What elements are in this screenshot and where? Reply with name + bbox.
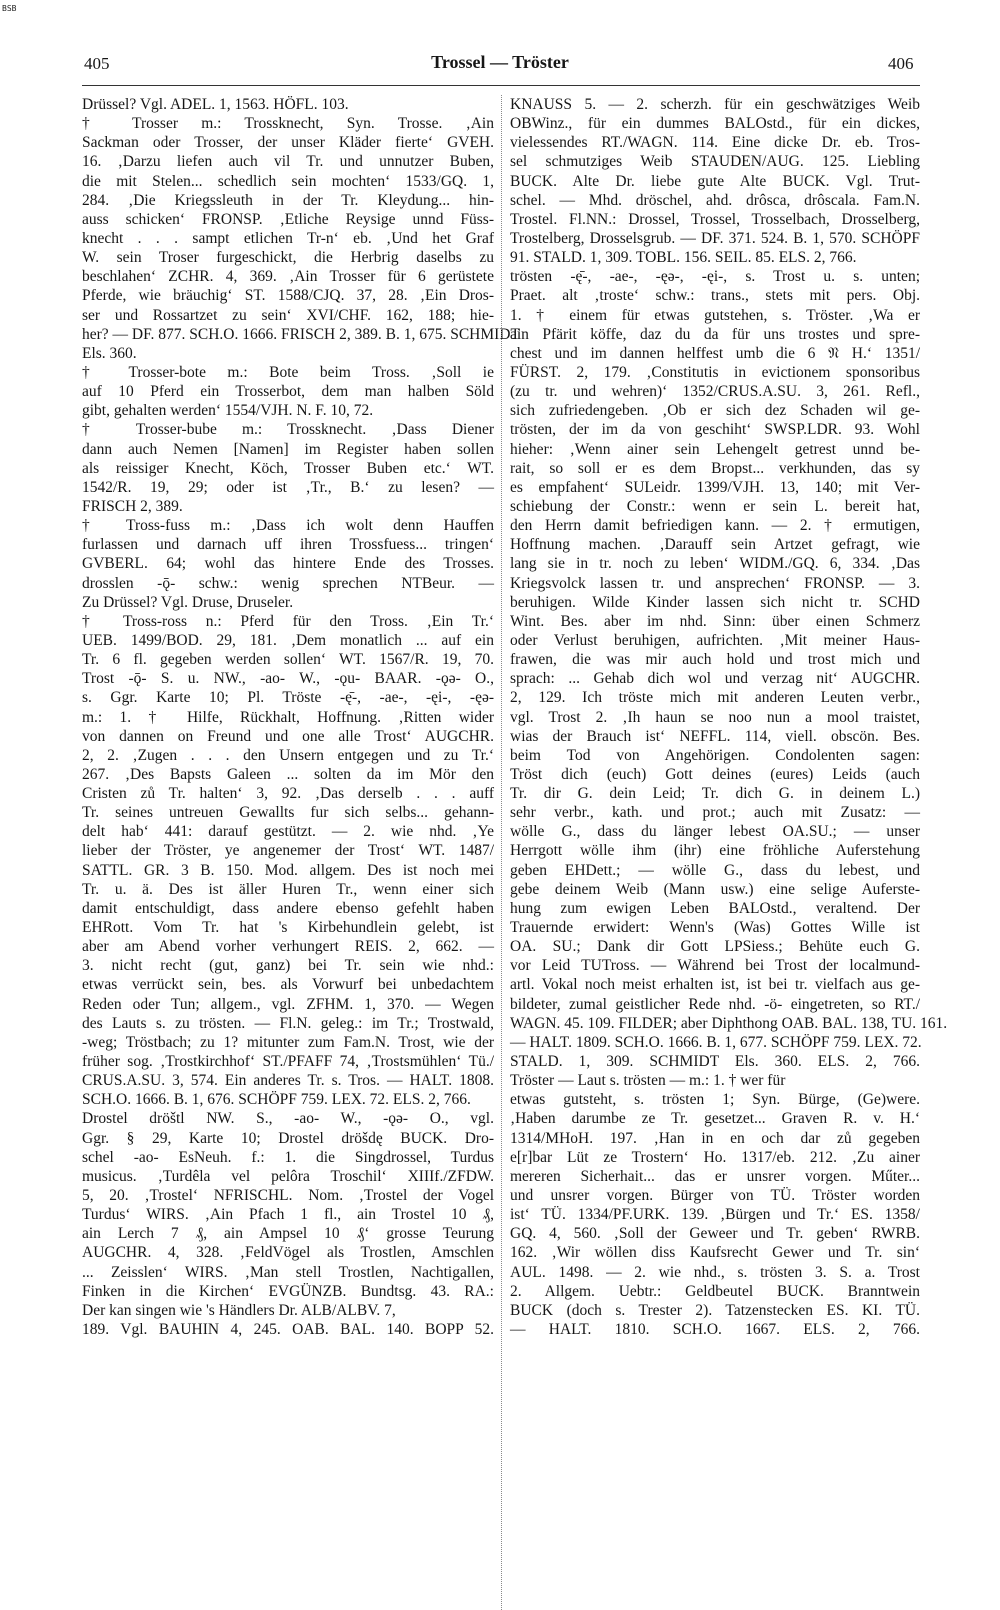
- page-number-left: 405: [84, 54, 110, 73]
- text-line: sich zufriedengeben. ‚Ob er sich dez Schaden wil ge-: [510, 402, 920, 420]
- text-line: ain Pfärit köffe, daz du da für uns trostes und spre-: [510, 325, 920, 343]
- text-line: GVBERL. 64; wohl das hintere Ende des Trosses.: [82, 555, 494, 573]
- text-line: Tröster — Laut s. trösten — m.: 1. † wer für: [510, 1072, 786, 1090]
- text-line: SCH.O. 1666. B. 1, 676. SCHÖPF 759. LEX. 72. ELS. 2, 766.: [82, 1091, 471, 1109]
- text-line: 5, 20. ‚Trostel‘ NFRISCHL. Nom. ‚Trostel der Vogel: [82, 1187, 494, 1205]
- text-line: FÜRST. 2, 179. ‚Constitutis in evictionem sponsoribus: [510, 363, 920, 381]
- library-mark: BSB: [2, 4, 17, 13]
- text-line: Tr. seines untreuen Gewallts fur sich selbs... gehann-: [82, 804, 494, 822]
- text-line: AUGCHR. 4, 328. ‚FeldVögel als Trostlen, Amschlen: [82, 1244, 494, 1262]
- text-line: die mit Stelen... schedlich sein mochten‘ 1533/GQ. 1,: [82, 172, 494, 190]
- text-line: schiebung der Constr.: wenn er sein L. bereit hat,: [510, 497, 920, 515]
- text-line: ‚Haben darumbe ze Tr. gesetzet... Graven R. v. H.‘: [510, 1110, 920, 1128]
- text-line: knecht . . . sampt etlichen Tr-n‘ eb. ‚Und het Graf: [82, 229, 494, 247]
- text-line: drosslen -ǭ- schw.: wenig sprechen NTBeur. —: [82, 574, 494, 592]
- text-line: mereren Sicherhait... das er unsrer vorgen. Műter...: [510, 1167, 920, 1185]
- text-line: KNAUSS 5. — 2. scherzh. für ein geschwätziges Weib: [510, 96, 920, 113]
- column-divider: [501, 95, 502, 1610]
- text-line: OBWinz., für ein dummes BALOstd., für ein dickes,: [510, 115, 920, 133]
- text-line: SATTL. GR. 3 B. 150. Mod. allgem. Des ist noch mei: [82, 861, 494, 879]
- text-line: wias der Brauch ist‘ NEFFL. 114, viell. obscön. Bes.: [510, 727, 920, 745]
- header-rule: [82, 85, 920, 86]
- text-line: hieher: ‚Wenn ainer sein Lehengelt getrest unnd be-: [510, 440, 920, 458]
- text-line: früher sog. ‚Trostkirchhof‘ ST./PFAFF 74, ‚Trostsmühlen‘ Tü./: [82, 1053, 494, 1071]
- text-line: ain Lerch 7 ₰, ain Ampsel 10 ₰‘ grosse Teurung: [82, 1225, 494, 1243]
- text-line: trösten, der im da von geschiht‘ SWSP.LDR. 93. Wohl: [510, 421, 920, 439]
- running-head: Trossel — Tröster: [431, 52, 569, 72]
- text-line: Zu Drüssel? Vgl. Druse, Druseler.: [82, 593, 294, 611]
- text-line: sel schmutziges Weib STAUDEN/AUG. 125. Liebling: [510, 153, 920, 171]
- text-line: musicus. ‚Turdêla vel pelôra Troschil‘ XIIIf./ZFDW.: [82, 1167, 494, 1185]
- text-line: OA. SU.; Dank dir Gott LPSiess.; Behüte euch G.: [510, 938, 920, 956]
- text-line: beruhigen. Wilde Kinder lassen sich nicht tr. SCHD: [510, 593, 920, 611]
- text-line: dann auch Nemen [Namen] im Register haben sollen: [82, 440, 494, 458]
- text-line: BUCK (doch s. Trester 2). Tatzenstecken ES. KI. TÜ.: [510, 1301, 920, 1319]
- text-line: 3. nicht recht (gut, ganz) bei Tr. sein wie nhd.:: [82, 957, 494, 975]
- text-line: sehr verbr., kath. und prot.; auch mit Zusatz: —: [510, 804, 920, 822]
- page-number-right: 406: [888, 54, 914, 73]
- text-line: — HALT. 1809. SCH.O. 1666. B. 1, 677. SCHÖPF 759. LEX. 72.: [510, 1033, 922, 1051]
- text-line: chest und im dannen helffest umb die 6 𝔑 H.‘ 1351/: [510, 344, 920, 362]
- text-line: 267. ‚Des Bapsts Galeen ... solten da im Mör den: [82, 765, 494, 783]
- text-line: Turdus‘ WIRS. ‚Ain Pfach 1 fl., ain Trostel 10 ₰,: [82, 1206, 494, 1224]
- text-line: 91. STALD. 1, 309. TOBL. 156. SEIL. 85. ELS. 2, 766.: [510, 249, 857, 267]
- text-line: BUCK. Alte Dr. liebe gute Alte BUCK. Vgl. Trut-: [510, 172, 920, 190]
- text-line: frawen, die was mir auch hold und trost mich und: [510, 651, 920, 669]
- text-line: Tr. u. ä. Des ist äller Huren Tr., wenn einer sich: [82, 880, 494, 898]
- text-line: vielessendes RT./WAGN. 114. Eine dicke Dr. eb. Tros-: [510, 134, 920, 152]
- text-line: ser und Rossartzet zu sein‘ XVI/CHF. 162, 188; hie-: [82, 306, 494, 324]
- text-line: s. Ggr. Karte 10; Pl. Tröste -ę̄-, -ae-, -ęi-, -ęə-: [82, 689, 494, 707]
- text-line: Ggr. § 29, Karte 10; Drostel dröšdę BUCK. Dro-: [82, 1129, 494, 1147]
- text-line: Tr. dir G. dein Leid; Tr. dich G. in deinem L.): [510, 785, 920, 803]
- text-line: gibt, gehalten werden‘ 1554/VJH. N. F. 10, 72.: [82, 402, 374, 420]
- text-line: WAGN. 45. 109. FILDER; aber Diphthong OAB. BAL. 138, TU. 161.: [510, 1014, 948, 1032]
- text-line: oder Verlust beruhigen, aufrichten. ‚Mit meiner Haus-: [510, 631, 920, 649]
- text-line: Kriegsvolck lassen tr. und ansprechen‘ FRONSP. — 3.: [510, 574, 920, 592]
- text-line: † Tross-ross n.: Pferd für den Tross. ‚Ein Tr.‘: [82, 612, 494, 630]
- text-line: gebe deinem Weib (Mann usw.) eine selige Auferste-: [510, 880, 920, 898]
- text-line: den Herrn damit befriedigen kann. — 2. † ermutigen,: [510, 517, 920, 535]
- text-line: ... Zeisslen‘ WIRS. ‚Man stell Trostlen, Nachtigallen,: [82, 1263, 494, 1281]
- text-line: W. sein Troser furgeschickt, die Herbrig daselbs zu: [82, 249, 494, 267]
- text-line: 189. Vgl. BAUHIN 4, 245. OAB. BAL. 140. BOPP 52.: [82, 1321, 494, 1338]
- text-line: wölle G., dass du länger lebest OA.SU.; — unser: [510, 823, 920, 841]
- text-line: Drostel dröštl NW. S., -ao- W., -ǫə- O., vgl.: [82, 1110, 494, 1128]
- text-line: UEB. 1499/BOD. 29, 181. ‚Dem monatlich ... auf ein: [82, 631, 494, 649]
- text-line: Trostel. Fl.NN.: Drossel, Trossel, Trosselbach, Drosselberg,: [510, 210, 920, 228]
- text-line: sprach: ... Gehab dich wol und verzag nit‘ AUGCHR.: [510, 670, 920, 688]
- text-line: Hoffnung machen. ‚Darauff sein Artzet gefragt, wie: [510, 536, 920, 554]
- text-line: delt hab‘ 441: darauf gestützt. — 2. wie nhd. ‚Ye: [82, 823, 494, 841]
- text-line: -weg; Tröstbach; zu 1? mitunter zum Fam.N. Trost, wie der: [82, 1033, 494, 1051]
- text-line: Pferde, wie bräuchig‘ ST. 1588/CJQ. 37, 28. ‚Ein Dros-: [82, 287, 494, 305]
- text-line: geben EHDett.; — wölle G., dass du lebest, und: [510, 861, 920, 879]
- text-line: † Trosser-bube m.: Trossknecht. ‚Dass Diener: [82, 421, 494, 439]
- right-column: [510, 95, 948, 1339]
- text-line: damit entschuldigt, dass andere ebenso gefehlt haben: [82, 899, 494, 917]
- text-line: Trost -ǭ- S. u. NW., -ao- W., -ǫu- BAAR. -ǫə- O.,: [82, 670, 494, 688]
- text-line: vor Leid TUTross. — Während bei Trost der localmund-: [510, 957, 920, 975]
- text-line: 2, 2. ‚Zugen . . . den Unsern entgegen und zu Tr.‘: [82, 746, 494, 764]
- text-line: beim Tod von Angehörigen. Condolenten sagen:: [510, 746, 920, 764]
- text-line: Herrgott wölle ihm (ihr) eine fröhliche Auferstehung: [510, 842, 920, 860]
- text-line: und unsrer vorgen. Bürger von TÜ. Tröster worden: [510, 1187, 920, 1205]
- text-line: des Lauts s. zu trösten. — Fl.N. geleg.: im Tr.; Trostwald,: [82, 1014, 494, 1032]
- text-line: AUL. 1498. — 2. wie nhd., s. trösten 3. S. a. Trost: [510, 1263, 920, 1281]
- text-line: als reissiger Knecht, Köch, Trosser Buben etc.‘ WT.: [82, 459, 494, 477]
- text-line: Els. 360.: [82, 344, 137, 362]
- text-line: 16. ‚Darzu liefen auch vil Tr. und unnutzer Buben,: [82, 153, 494, 171]
- text-line: 162. ‚Wir wöllen diss Kaufsrecht Gewer und Tr. sin‘: [510, 1244, 920, 1262]
- text-line: Sackman oder Trosser, der unser Kläder fierte‘ GVEH.: [82, 134, 494, 152]
- text-line: etwas gutsteht, s. trösten 1; Syn. Bürge, (Ge)were.: [510, 1091, 920, 1109]
- text-line: ist‘ TÜ. 1334/PF.URK. 139. ‚Bürgen und Tr.‘ ES. 1358/: [510, 1206, 920, 1224]
- text-line: rait, so soll er es dem Bropst... verkhunden, das sy: [510, 459, 920, 477]
- text-line: 284. ‚Die Kriegssleuth in der Tr. Kleydung... hin-: [82, 191, 494, 209]
- text-line: es empfahent‘ SULeidr. 1399/VJH. 13, 140; mit Ver-: [510, 478, 920, 496]
- text-line: 2, 129. Ich tröste mich mit anderen Leuten verbr.,: [510, 689, 920, 707]
- text-line: FRISCH 2, 389.: [82, 497, 183, 515]
- text-line: auf 10 Pferd ein Trosserbot, dem man halben Söld: [82, 383, 494, 401]
- text-line: auss schicken‘ FRONSP. ‚Etliche Reysige unnd Füss-: [82, 210, 494, 228]
- text-line: † Tross-fuss m.: ‚Dass ich wolt denn Hauffen: [82, 517, 494, 535]
- text-line: GQ. 4, 560. ‚Soll der Geweer und Tr. geben‘ RWRB.: [510, 1225, 920, 1243]
- text-line: Der kan singen wie 's Händlers Dr. ALB/ALBV. 7,: [82, 1301, 396, 1319]
- text-line: Trauernde erwidert: Wenn's (Was) Gottes Wille ist: [510, 919, 920, 937]
- left-column: [82, 95, 520, 1339]
- text-line: beschlahen‘ ZCHR. 4, 369. ‚Ain Trosser für 6 gerüstete: [82, 268, 494, 286]
- text-line: 1314/MHoH. 197. ‚Han in en och dar zů gegeben: [510, 1129, 920, 1147]
- text-line: STALD. 1, 309. SCHMIDT Els. 360. ELS. 2, 766.: [510, 1053, 920, 1071]
- text-line: etwas verrückt sein, bes. als Vorwurf bei unbedachtem: [82, 976, 494, 994]
- text-line: her? — DF. 877. SCH.O. 1666. FRISCH 2, 389. B. 1, 675. SCHMIDT: [82, 325, 520, 343]
- text-line: m.: 1. † Hilfe, Rückhalt, Hoffnung. ‚Ritten wider: [82, 708, 494, 726]
- text-line: 1542/R. 19, 29; oder ist ‚Tr., B.‘ zu lesen? —: [82, 478, 494, 496]
- text-line: Reden oder Tun; allgem., vgl. ZFHM. 1, 370. — Wegen: [82, 995, 494, 1013]
- text-line: e[r]bar Lüt ze Trostern‘ Ho. 1317/eb. 212. ‚Zu ainer: [510, 1148, 920, 1166]
- text-line: CRUS.A.SU. 3, 574. Ein anderes Tr. s. Tros. — HALT. 1808.: [82, 1072, 494, 1090]
- text-line: lieber der Tröster, ye angenemer der Trost‘ WT. 1487/: [82, 842, 494, 860]
- text-line: schel -ao- EsNeuh. f.: 1. die Singdrossel, Turdus: [82, 1148, 494, 1166]
- text-line: artl. Vokal noch meist erhalten ist, ist bei tr. vielfach aus ge-: [510, 976, 920, 994]
- text-line: bildeter, zumal geistlicher Rede nhd. -ö- eingetreten, so RT./: [510, 995, 920, 1013]
- text-line: Tr. 6 fl. gegeben werden sollen‘ WT. 1567/R. 19, 70.: [82, 651, 494, 669]
- text-line: — HALT. 1810. SCH.O. 1667. ELS. 2, 766.: [510, 1321, 920, 1338]
- text-line: Wint. Bes. aber im nhd. Sinn: über einen Schmerz: [510, 612, 920, 630]
- text-line: vgl. Trost 2. ‚Ih haun se noo nun a mool traistet,: [510, 708, 920, 726]
- text-line: Praet. alt ‚troste‘ schw.: trans., stets mit pers. Obj.: [510, 287, 920, 305]
- text-line: Finken in die Kirchen‘ EVGÜNZB. Bundtsg. 43. RA.:: [82, 1282, 494, 1300]
- text-line: schel. — Mhd. dröschel, ahd. drôsca, drôscala. Fam.N.: [510, 191, 920, 209]
- text-line: (zu tr. und wehren)‘ 1352/CRUS.A.SU. 3, 261. Refl.,: [510, 383, 920, 401]
- text-line: trösten -ę̄-, -ae-, -ęə-, -ęi-, s. Trost u. s. unten;: [510, 268, 920, 286]
- text-line: furlassen und darnach uff ihren Trossfuess... tringen‘: [82, 536, 494, 554]
- text-line: lang sie in tr. noch zu leben‘ WIDM./GQ. 6, 334. ‚Das: [510, 555, 920, 573]
- text-line: hung zum ewigen Leben BALOstd., veraltend. Der: [510, 899, 920, 917]
- text-line: aber am Abend vorher verhungert REIS. 2, 662. —: [82, 938, 494, 956]
- text-line: EHRott. Vom Tr. hat 's Kirbehundlein gelebt, ist: [82, 919, 494, 937]
- text-line: Tröst dich (euch) Gott deines (eures) Leids (auch: [510, 765, 920, 783]
- text-line: Trostelberg, Drosselsgrub. — DF. 371. 524. B. 1, 570. SCHÖPF: [510, 229, 920, 247]
- text-line: † Trosser-bote m.: Bote beim Tross. ‚Soll ie: [82, 363, 494, 381]
- text-line: 1. † einem für etwas gutstehen, s. Tröster. ‚Wa er: [510, 306, 920, 324]
- text-line: Cristen zů Tr. halten‘ 3, 92. ‚Das derselb . . . auff: [82, 785, 494, 803]
- text-line: Drüssel? Vgl. ADEL. 1, 1563. HÖFL. 103.: [82, 96, 349, 113]
- text-line: von dannen on Freund und one alle Trost‘ AUGCHR.: [82, 727, 494, 745]
- text-line: 2. Allgem. Uebtr.: Geldbeutel BUCK. Branntwein: [510, 1282, 920, 1300]
- text-line: † Trosser m.: Trossknecht, Syn. Trosse. ‚Ain: [82, 115, 494, 133]
